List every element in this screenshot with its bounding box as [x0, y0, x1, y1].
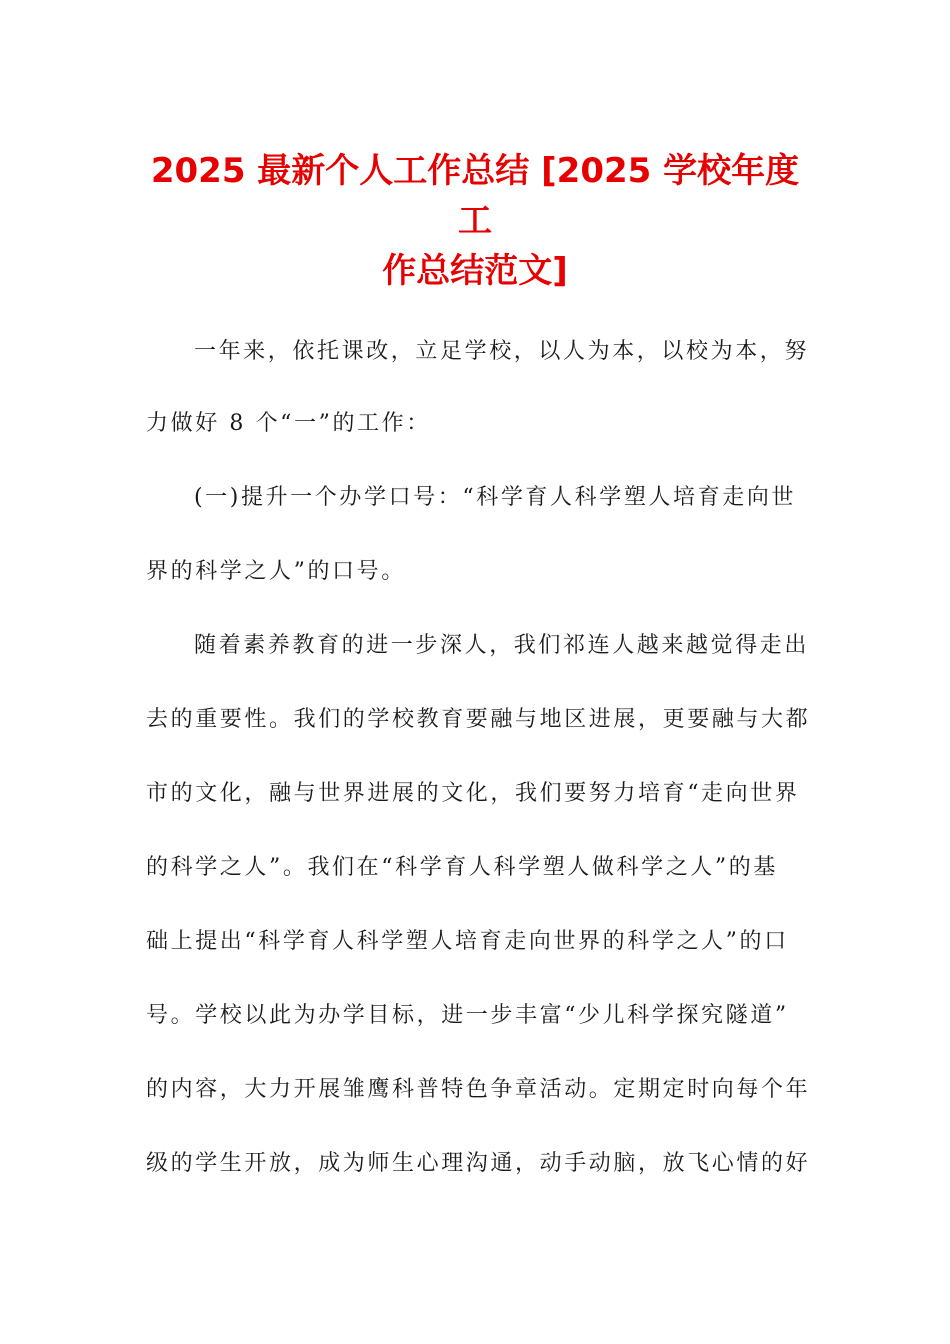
paragraph-line: 级的学生开放，成为师生心理沟通，动手动脑，放飞心情的好	[146, 1151, 811, 1176]
paragraph-line: 一年来，依托课改，立足学校，以人为本，以校为本，努	[194, 339, 810, 364]
document-title	[140, 146, 810, 296]
paragraph-line: 础上提出“科学育人科学塑人培育走向世界的科学之人”的口	[146, 929, 789, 954]
paragraph-line: (一)提升一个办学口号：“科学育人科学塑人培育走向世	[194, 485, 797, 510]
title-line-1: 2025 最新个人工作总结 [2025 学校年度工	[150, 151, 800, 241]
paragraph-line: 市的文化，融与世界进展的文化，我们要努力培育“走向世界	[146, 781, 800, 806]
title-line-2: 作总结范文]	[382, 251, 568, 291]
paragraph-line: 随着素养教育的进一步深人，我们祁连人越来越觉得走出	[194, 633, 810, 658]
paragraph-line: 去的重要性。我们的学校教育要融与地区进展，更要融与大都	[146, 707, 811, 732]
paragraph-line: 的内容，大力开展雏鹰科普特色争章活动。定期定时向每个年	[146, 1077, 811, 1102]
paragraph-line: 号。学校以此为办学目标，进一步丰富“少儿科学探究隧道”	[146, 1003, 789, 1028]
paragraph-line: 力做好 8 个“一”的工作：	[146, 411, 431, 436]
paragraph-line: 界的科学之人”的口号。	[146, 559, 406, 584]
paragraph-line: 的科学之人”。我们在“科学育人科学塑人做科学之人”的基	[146, 855, 778, 880]
